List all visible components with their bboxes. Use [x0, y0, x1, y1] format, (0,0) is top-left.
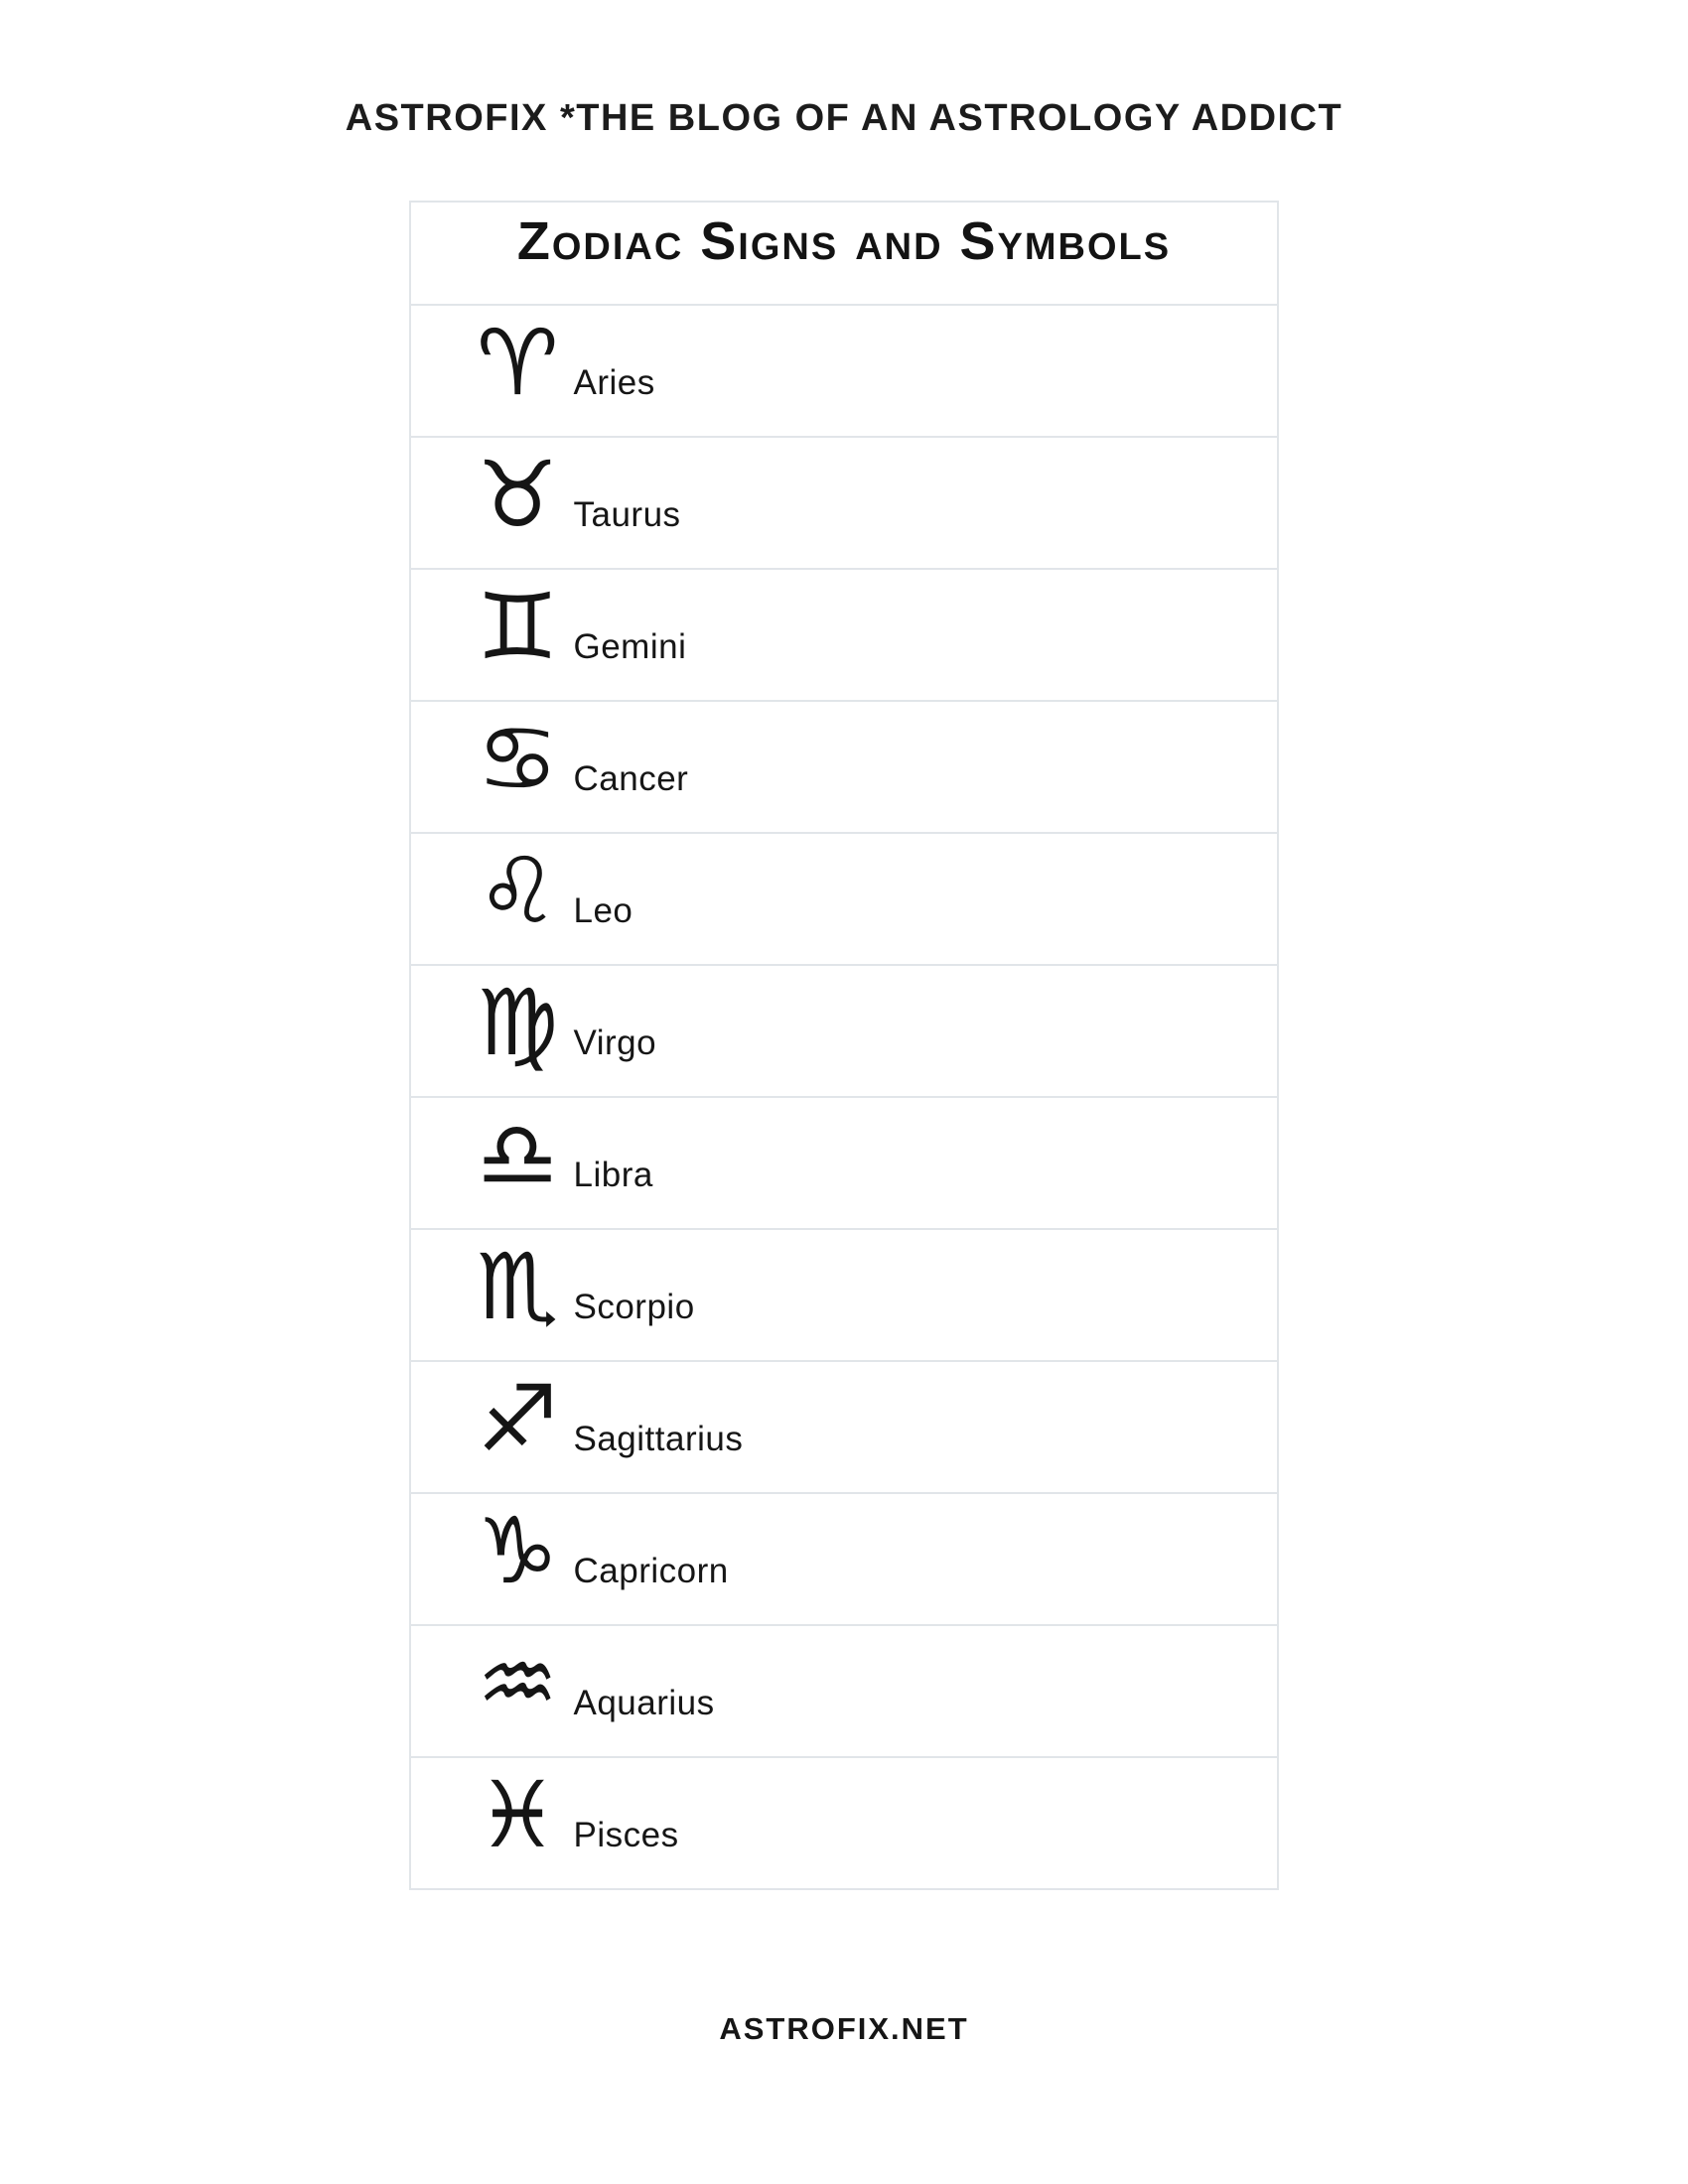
table-row-gemini — [411, 570, 1277, 702]
capricorn-symbol-icon: ♑ — [477, 1498, 559, 1604]
blog-header-title: ASTROFIX *THE BLOG OF AN ASTROLOGY ADDICT — [345, 97, 1343, 139]
zodiac-table — [409, 201, 1279, 1890]
sagittarius-label: Sagittarius — [573, 1420, 744, 1458]
leo-symbol-icon: ♌ — [477, 838, 559, 944]
table-row-virgo — [411, 966, 1277, 1098]
table-row-libra — [411, 1098, 1277, 1230]
aries-label: Aries — [573, 363, 655, 402]
taurus-symbol-icon: ♉ — [477, 442, 559, 548]
table-row-capricorn — [411, 1494, 1277, 1626]
virgo-symbol-icon: ♍ — [477, 970, 559, 1076]
table-row-sagittarius — [411, 1362, 1277, 1494]
cancer-label: Cancer — [573, 759, 689, 798]
aquarius-label: Aquarius — [573, 1684, 715, 1722]
table-row-aries — [411, 306, 1277, 438]
table-row-cancer — [411, 702, 1277, 834]
taurus-label: Taurus — [573, 495, 681, 534]
scorpio-symbol-icon: ♏ — [477, 1234, 559, 1340]
table-title-row — [411, 203, 1277, 306]
gemini-symbol-icon: ♊ — [477, 574, 559, 680]
pisces-symbol-icon: ♓ — [477, 1762, 559, 1868]
scorpio-label: Scorpio — [573, 1288, 695, 1326]
table-row-leo — [411, 834, 1277, 966]
pisces-label: Pisces — [573, 1816, 679, 1854]
gemini-label: Gemini — [573, 627, 687, 666]
table-row-aquarius — [411, 1626, 1277, 1758]
table-row-pisces — [411, 1758, 1277, 1888]
capricorn-label: Capricorn — [573, 1552, 729, 1590]
cancer-symbol-icon: ♋ — [477, 706, 559, 812]
libra-label: Libra — [573, 1156, 653, 1194]
libra-symbol-icon: ♎ — [477, 1102, 559, 1208]
aries-symbol-icon: ♈ — [477, 310, 559, 416]
table-row-taurus — [411, 438, 1277, 570]
table-title: Zodiac Signs and Symbols — [516, 211, 1172, 271]
virgo-label: Virgo — [573, 1024, 657, 1062]
sagittarius-symbol-icon: ♐ — [477, 1366, 559, 1472]
site-footer-link: ASTROFIX.NET — [719, 2011, 969, 2046]
aquarius-symbol-icon: ♒ — [477, 1630, 559, 1736]
table-row-scorpio — [411, 1230, 1277, 1362]
leo-label: Leo — [573, 891, 633, 930]
